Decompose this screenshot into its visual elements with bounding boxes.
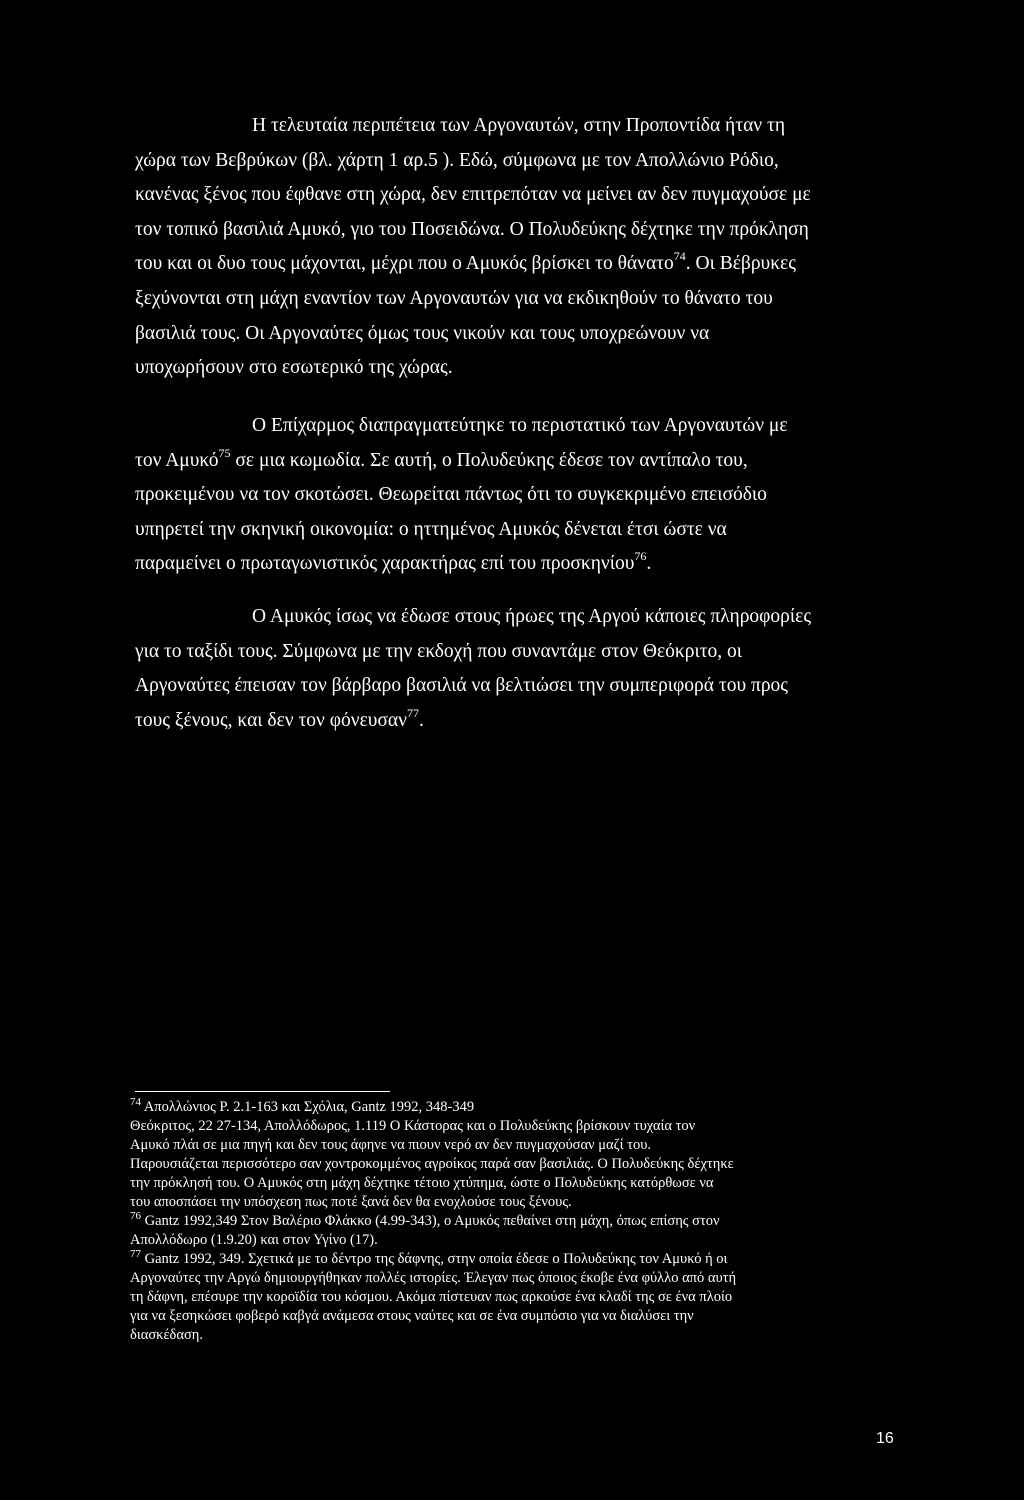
footnote-separator bbox=[135, 1091, 390, 1092]
text-line bbox=[135, 444, 895, 479]
body-paragraph-1 bbox=[135, 109, 895, 386]
text-line: για το ταξίδι τους. Σύμφωνα με την εκδοχή που συναντάμε στον Θεόκριτο, οι bbox=[135, 640, 743, 662]
text-fragment: Απολλώνιος Ρ. 2.1-163 και Σχόλια, Gantz 1992, 348-349 bbox=[141, 1099, 475, 1115]
footnote-line: Θεόκριτος, 22 27-134, Απολλόδωρος, 1.119 Ο Κάστορας και ο Πολυδεύκης βρίσκουν τυχαία τον bbox=[130, 1118, 696, 1134]
text-line: χώρα των Βεβρύκων (βλ. χάρτη 1 αρ.5 ). Εδώ, σύμφωνα με τον Απολλώνιο Ρόδιο, bbox=[135, 149, 779, 171]
page-number: 16 bbox=[876, 1430, 894, 1447]
text-line: υποχωρήσουν στο εσωτερικό της χώρας. bbox=[135, 357, 453, 379]
text-fragment: Gantz 1992,349 Στον Βαλέριο Φλάκκο (4.99-343), ο Αμυκός πεθαίνει στη μάχη, όπως επίσης στον bbox=[141, 1213, 720, 1229]
footnote-77 bbox=[130, 1250, 890, 1345]
text-line: βασιλιά τους. Οι Αργοναύτες όμως τους νικούν και τους υποχρεώνουν να bbox=[135, 322, 710, 344]
text-line: υπηρετεί την σκηνική οικονομία: ο ηττημένος Αμυκός δένεται έτσι ώστε να bbox=[135, 518, 727, 540]
footnote-74 bbox=[130, 1098, 890, 1212]
footnote-number: 74 bbox=[130, 1096, 141, 1108]
text-line: τον τοπικό βασιλιά Αμυκό, γιο του Ποσειδώνα. Ο Πολυδεύκης δέχτηκε την πρόκληση bbox=[135, 218, 809, 240]
footnote-line: Απολλόδωρο (1.9.20) και στον Υγίνο (17). bbox=[130, 1232, 378, 1248]
footnote-76 bbox=[130, 1212, 890, 1250]
body-paragraph-3 bbox=[135, 600, 895, 738]
text-line: Ο Αμυκός ίσως να έδωσε στους ήρωες της Αργού κάποιες πληροφορίες bbox=[252, 606, 812, 627]
text-fragment: . bbox=[418, 709, 424, 731]
footnote-line bbox=[130, 1098, 890, 1117]
footnote-ref-76: 76 bbox=[634, 549, 647, 564]
footnote-line: διασκέδαση. bbox=[130, 1327, 203, 1343]
text-fragment: παραμείνει ο πρωταγωνιστικός χαρακτήρας επί του προσκηνίου bbox=[135, 553, 635, 575]
text-line bbox=[135, 247, 895, 282]
text-line: ξεχύνονται στη μάχη εναντίον των Αργοναυτών για να εκδικηθούν το θάνατο του bbox=[135, 287, 773, 309]
text-line: Ο Επίχαρμος διαπραγματεύτηκε το περιστατικό των Αργοναυτών με bbox=[252, 415, 788, 436]
text-line bbox=[135, 547, 895, 582]
footnote-line: Παρουσιάζεται περισσότερο σαν χοντροκομμένος αγροίκος παρά σαν βασιλιάς. Ο Πολυδεύκης δέχτηκε bbox=[130, 1156, 734, 1172]
footnote-line: Αργοναύτες την Αργώ δημιουργήθηκαν πολλές ιστορίες. Έλεγαν πως όποιος έκοβε ένα φύλλο από αυτή bbox=[130, 1270, 737, 1286]
footnote-line bbox=[130, 1250, 890, 1269]
text-line bbox=[135, 704, 895, 739]
text-fragment: του και οι δυο τους μάχονται, μέχρι που ο Αμυκός βρίσκει το θάνατο bbox=[135, 253, 674, 275]
text-fragment: τον Αμυκό bbox=[135, 449, 219, 471]
footnote-number: 76 bbox=[130, 1210, 141, 1222]
text-fragment: . bbox=[646, 553, 652, 575]
footnote-number: 77 bbox=[130, 1248, 141, 1260]
text-line: προκειμένου να τον σκοτώσει. Θεωρείται πάντως ότι το συγκεκριμένο επεισόδιο bbox=[135, 484, 767, 506]
footnote-line bbox=[130, 1212, 890, 1231]
footnotes bbox=[130, 1098, 890, 1345]
footnote-line: του αποσπάσει την υπόσχεση πως ποτέ ξανά δεν θα ενοχλούσε τους ξένους. bbox=[130, 1194, 572, 1210]
footnote-line: την πρόκλησή του. Ο Αμυκός στη μάχη δέχτηκε τέτοιο χτύπημα, ώστε ο Πολυδεύκης κατόρθωσε να bbox=[130, 1175, 714, 1191]
text-line: Αργοναύτες έπεισαν τον βάρβαρο βασιλιά να βελτιώσει την συμπεριφορά του προς bbox=[135, 675, 789, 697]
text-fragment: σε μια κωμωδία. Σε αυτή, ο Πολυδεύκης έδεσε τον αντίπαλο του, bbox=[230, 449, 748, 471]
text-fragment: Gantz 1992, 349. Σχετικά με το δέντρο της δάφνης, στην οποία έδεσε ο Πολυδεύκης τον Αμυκό ή οι bbox=[141, 1251, 728, 1267]
footnote-ref-75: 75 bbox=[218, 445, 231, 460]
footnote-ref-77: 77 bbox=[406, 705, 419, 720]
footnote-line: για να ξεσηκώσει φοβερό καβγά ανάμεσα στους ναύτες και σε ένα συμπόσιο για να διαλύσει την bbox=[130, 1308, 694, 1324]
text-fragment: . Οι Βέβρυκες bbox=[685, 253, 796, 275]
footnote-line: τη δάφνη, επέσυρε την κοροϊδία του κόσμου. Ακόμα πίστευαν πως αρκούσε ένα κλαδί της σε ένα πλοίο bbox=[130, 1289, 733, 1305]
text-line: Η τελευταία περιπέτεια των Αργοναυτών, στην Προποντίδα ήταν τη bbox=[252, 115, 786, 136]
text-line: κανένας ξένος που έφθανε στη χώρα, δεν επιτρεπόταν να μείνει αν δεν πυγμαχούσε με bbox=[135, 184, 811, 206]
text-fragment: τους ξένους, και δεν τον φόνευσαν bbox=[135, 709, 407, 731]
body-paragraph-2 bbox=[135, 409, 895, 582]
footnote-line: Αμυκό πλάι σε μια πηγή και δεν τους άφηνε να πιουν νερό αν δεν πυγμαχούσαν μαζί του. bbox=[130, 1137, 652, 1153]
footnote-ref-74: 74 bbox=[673, 249, 686, 264]
